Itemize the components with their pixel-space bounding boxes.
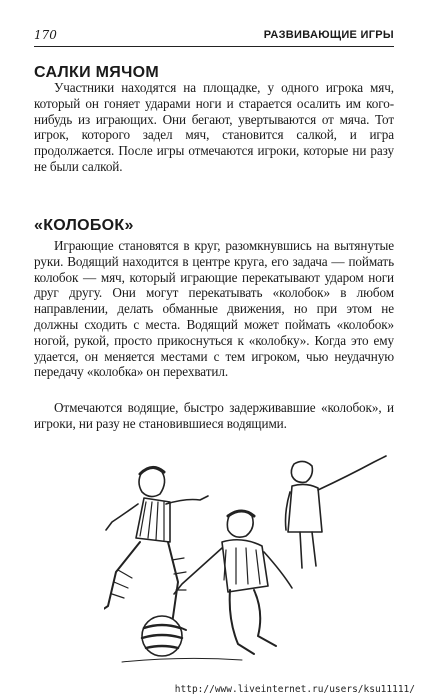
- page-header: [34, 26, 394, 47]
- section-title-kolobok: «КОЛОБОК»: [34, 217, 134, 234]
- striped-ball: [122, 616, 242, 662]
- kicking-boy-figure: [104, 467, 208, 630]
- paragraph-salki: Участники находятся на площадке, у одного игрока мяч, который он гоняет ударами ноги и старается осалить им кого-нибудь из играющих. Они бегают, увертываются от мяча. Тот игрок, которого задел мяч, становится салкой, и игра продолжается. После игры отмечаются игроки, которые ни разу не были салкой.: [34, 80, 394, 174]
- waving-boy-figure: [286, 456, 387, 568]
- page-number: 170: [34, 28, 57, 42]
- children-playing-ball-illustration: [104, 450, 398, 676]
- section-title-salki: САЛКИ МЯЧОМ: [34, 64, 159, 81]
- running-head: РАЗВИВАЮЩИЕ ИГРЫ: [263, 29, 394, 41]
- paragraph-kolobok-scoring: Отмечаются водящие, быстро задерживавшие «колобок», и игроки, ни разу не становившиеся водящими.: [34, 400, 394, 431]
- watermark-url: http://www.liveinternet.ru/users/ksu11111/: [174, 684, 415, 695]
- paragraph-kolobok-rules: Играющие становятся в круг, разомкнувшись на вытянутые руки. Водящий находится в центре круга, его задача — поймать колобок — мяч, который играющие перекатывают ударом ноги друг другу. Они могут перекатывать «колобок» в любом направлении, делать обманные движения, но при этом не должны сходить с места. Водящий может поймать «колобок» ногой, рукой, просто прикоснуться к «колобку». Когда это ему удается, он меняется местами с тем игроком, чью неудачную передачу «колобка» он перехватил.: [34, 238, 394, 380]
- bending-boy-figure: [174, 510, 292, 654]
